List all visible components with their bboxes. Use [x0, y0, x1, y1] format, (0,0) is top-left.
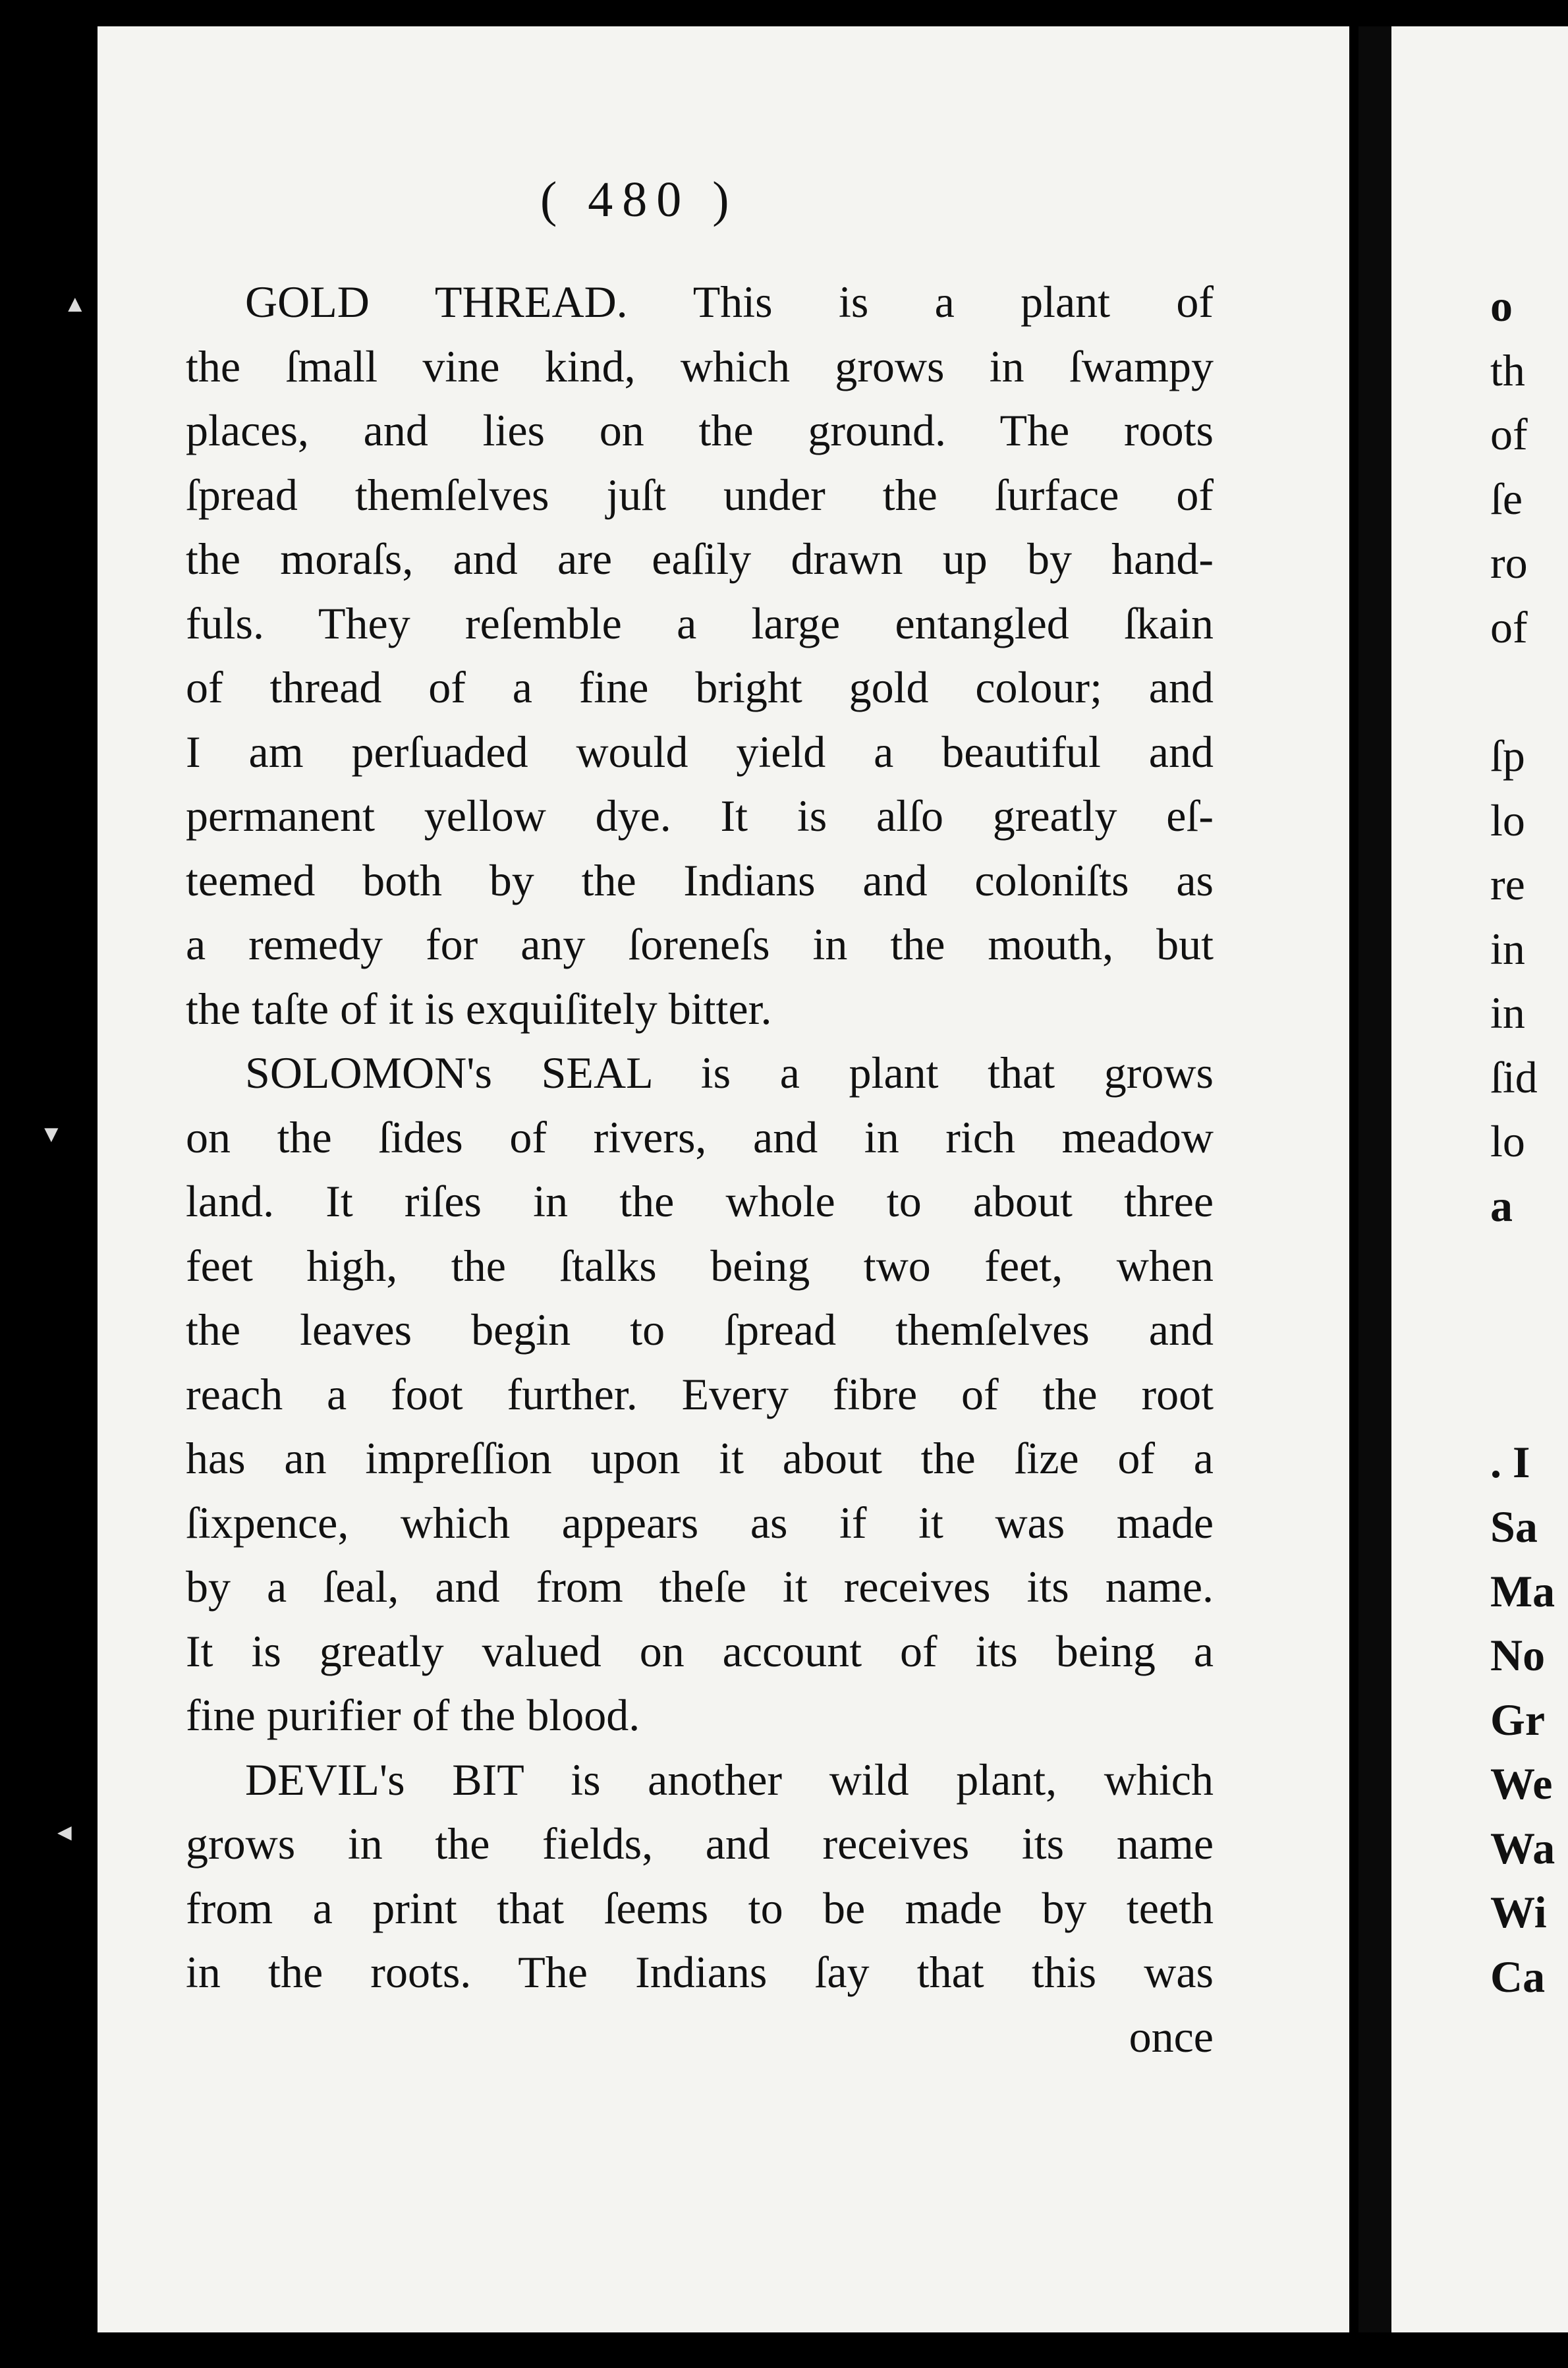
fragment-line: Wa — [1490, 1823, 1555, 1873]
fragment-line: ſid — [1490, 1052, 1538, 1102]
catchword: once — [1129, 2011, 1214, 2062]
text-line: by a ſeal, and from theſe it receives its name. — [186, 1562, 1214, 1612]
margin-mark-icon: ▼ — [40, 1121, 63, 1147]
fragment-line: Sa — [1490, 1502, 1538, 1552]
text-line: teemed both by the Indians and coloniſts as — [186, 855, 1214, 905]
text-line: GOLD THREAD. This is a plant of — [245, 277, 1214, 327]
fragment-line: No — [1490, 1630, 1546, 1680]
body-text — [186, 270, 1214, 2069]
fragment-line: of — [1490, 409, 1528, 459]
text-line: a remedy for any ſoreneſs in the mouth, but — [186, 919, 1214, 969]
fragment-line: th — [1490, 345, 1525, 395]
fragment-line: of — [1490, 602, 1528, 652]
paragraph-devils-bit — [186, 1748, 1214, 2005]
fragment-line: re — [1490, 859, 1525, 909]
margin-mark-icon: ▲ — [63, 291, 87, 317]
page-number: ( 480 ) — [540, 172, 739, 227]
text-line: from a print that ſeems to be made by teeth — [186, 1882, 1214, 1933]
book-gutter — [1358, 26, 1391, 2332]
text-line: grows in the fields, and receives its name — [186, 1818, 1214, 1869]
text-line: fuls. They reſemble a large entangled ſkain — [186, 598, 1214, 648]
text-line: It is greatly valued on account of its being a — [186, 1625, 1214, 1676]
fragment-line: Gr — [1490, 1695, 1546, 1745]
text-line: the ſmall vine kind, which grows in ſwampy — [186, 341, 1214, 391]
text-line: the taſte of it is exquiſitely bitter. — [186, 983, 772, 1034]
fragment-line: Ma — [1490, 1566, 1555, 1616]
paragraph-gold-thread — [186, 270, 1214, 1041]
text-line: ſixpence, which appears as if it was made — [186, 1497, 1214, 1548]
text-line: in the roots. The Indians ſay that this was — [186, 1947, 1214, 1997]
paragraph-solomons-seal — [186, 1041, 1214, 1748]
text-line: the leaves begin to ſpread themſelves and — [186, 1305, 1214, 1355]
fragment-line: Wi — [1490, 1887, 1547, 1937]
text-line: on the ſides of rivers, and in rich meadow — [186, 1112, 1214, 1162]
text-line: I am perſuaded would yield a beautiful and — [186, 726, 1214, 777]
fragment-line: lo — [1490, 795, 1525, 845]
text-line: the moraſs, and are eaſily drawn up by hand- — [186, 534, 1214, 584]
fragment-line: a — [1490, 1181, 1513, 1231]
fragment-line: ro — [1490, 538, 1528, 588]
fragment-line: lo — [1490, 1116, 1525, 1166]
text-line: DEVIL's BIT is another wild plant, which — [245, 1754, 1214, 1805]
fragment-line: ſp — [1490, 731, 1525, 781]
text-line: places, and lies on the ground. The roots — [186, 405, 1214, 455]
right-page-text-fragments — [1490, 0, 1568, 2368]
margin-mark-icon: ◄ — [53, 1819, 76, 1846]
text-line: of thread of a fine bright gold colour; and — [186, 662, 1214, 712]
fragment-line: We — [1490, 1759, 1553, 1809]
fragment-line: ſe — [1490, 474, 1523, 524]
text-line: feet high, the ſtalks being two feet, when — [186, 1240, 1214, 1291]
text-line: reach a foot further. Every fibre of the root — [186, 1368, 1214, 1419]
text-line: land. It riſes in the whole to about three — [186, 1176, 1214, 1226]
fragment-line: in — [1490, 924, 1525, 974]
fragment-line: . I — [1490, 1437, 1530, 1487]
text-line: permanent yellow dye. It is alſo greatly eſ- — [186, 791, 1214, 841]
text-line: has an impreſſion upon it about the ſize of a — [186, 1433, 1214, 1483]
fragment-line: in — [1490, 988, 1525, 1038]
text-line: ſpread themſelves juſt under the ſurface of — [186, 469, 1214, 520]
text-line: fine purifier of the blood. — [186, 1690, 640, 1740]
fragment-line: Ca — [1490, 1952, 1546, 2002]
text-line: SOLOMON's SEAL is a plant that grows — [245, 1048, 1214, 1098]
fragment-line: o — [1490, 281, 1513, 331]
